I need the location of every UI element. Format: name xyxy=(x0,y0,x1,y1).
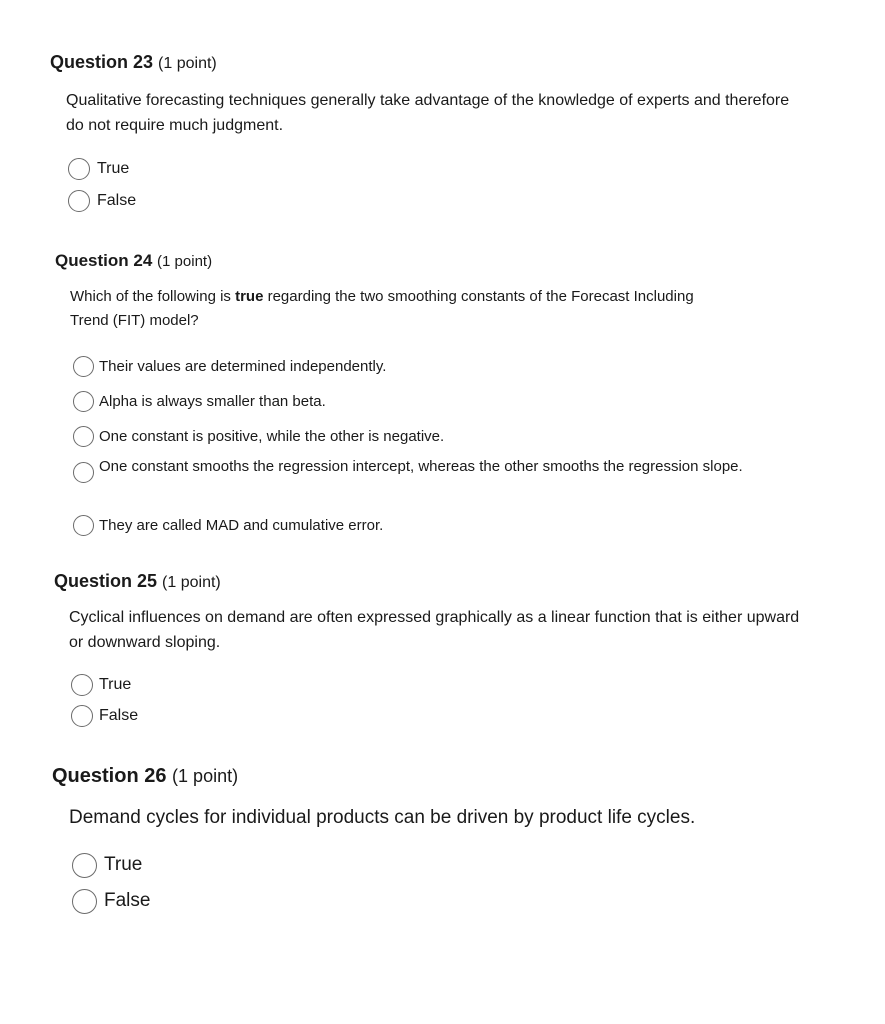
option-false[interactable] xyxy=(72,888,150,914)
radio-button[interactable] xyxy=(73,356,94,377)
option-false[interactable] xyxy=(71,704,138,728)
option-a[interactable] xyxy=(73,355,386,379)
question-text xyxy=(70,285,720,333)
option-e[interactable] xyxy=(73,514,383,538)
option-label: One constant smooths the regression intercept, whereas the other smooths the regression slope. xyxy=(99,458,743,475)
radio-button[interactable] xyxy=(73,391,94,412)
radio-button[interactable] xyxy=(72,853,97,878)
option-label: One constant is positive, while the other is negative. xyxy=(99,428,445,445)
option-label: False xyxy=(97,192,137,209)
option-label: True xyxy=(99,676,132,693)
question-title xyxy=(55,251,212,271)
question-points: (1 point) xyxy=(157,253,213,270)
question-number: Question 25 xyxy=(54,571,158,591)
option-true[interactable] xyxy=(68,157,129,181)
question-text: Cyclical influences on demand are often expressed graphically as a linear function that is either upward or downward sloping. xyxy=(69,609,800,651)
radio-button[interactable] xyxy=(68,158,90,180)
question-number: Question 24 xyxy=(55,251,153,270)
question-title xyxy=(52,765,238,788)
radio-button[interactable] xyxy=(71,674,93,696)
option-label: Their values are determined independently. xyxy=(99,358,387,375)
radio-button[interactable] xyxy=(73,515,94,536)
radio-button[interactable] xyxy=(68,190,90,212)
radio-button[interactable] xyxy=(72,889,97,914)
option-label: True xyxy=(104,854,143,875)
option-label: True xyxy=(97,160,130,177)
option-false[interactable] xyxy=(68,189,136,213)
question-title xyxy=(54,571,221,592)
option-true[interactable] xyxy=(71,673,131,697)
option-label: They are called MAD and cumulative error. xyxy=(99,517,384,534)
question-points: (1 point) xyxy=(172,766,239,786)
radio-button[interactable] xyxy=(71,705,93,727)
question-text: Demand cycles for individual products can be driven by product life cycles. xyxy=(69,807,696,828)
question-text-emphasis: true xyxy=(235,288,264,305)
option-c[interactable] xyxy=(73,425,444,449)
question-title xyxy=(50,52,217,73)
question-points: (1 point) xyxy=(162,574,221,591)
option-label: False xyxy=(104,890,151,911)
option-true[interactable] xyxy=(72,852,142,878)
option-b[interactable] xyxy=(73,390,326,414)
question-number: Question 26 xyxy=(52,765,167,787)
option-d[interactable] xyxy=(73,455,779,483)
question-text-part: Which of the following is xyxy=(70,288,236,305)
radio-button[interactable] xyxy=(73,426,94,447)
question-text: Qualitative forecasting techniques generally take advantage of the knowledge of experts and therefore do not require much judgment. xyxy=(66,92,790,134)
radio-button[interactable] xyxy=(73,462,94,483)
option-label: False xyxy=(99,707,139,724)
question-points: (1 point) xyxy=(158,55,217,72)
question-text-part: regarding the two smoothing constants of the Forecast Including Trend (FIT) model? xyxy=(70,288,694,329)
option-label: Alpha is always smaller than beta. xyxy=(99,393,326,410)
question-number: Question 23 xyxy=(50,52,154,72)
